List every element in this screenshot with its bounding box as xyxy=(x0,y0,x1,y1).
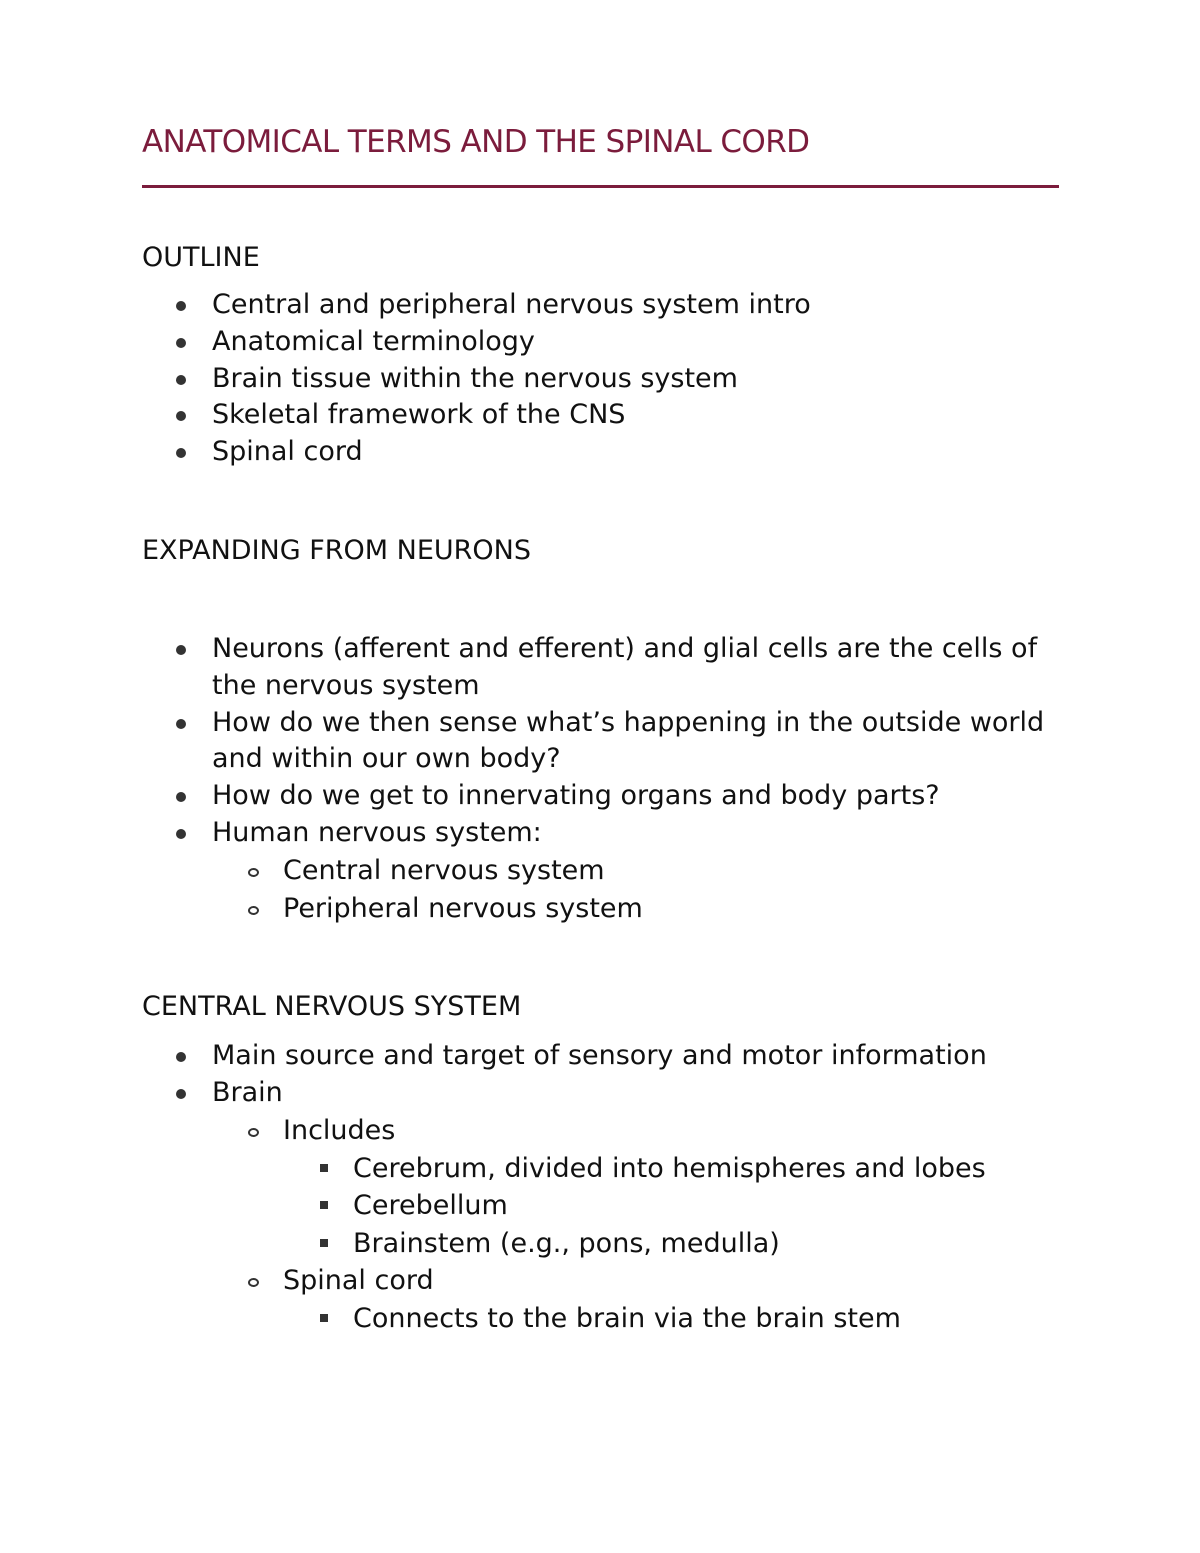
list-item: Peripheral nervous system xyxy=(212,890,1060,928)
bullet-icon xyxy=(176,448,186,458)
list-item: Brain Includes Cerebrum, divided into hemispheres and lobes Cerebellum Brainstem (e.g., pons, medulla) Spinal cord Connects to the brain via the brain stem xyxy=(142,1075,1060,1338)
bullet-icon xyxy=(176,338,186,348)
sublist xyxy=(212,1112,1060,1338)
list-item: Connects to the brain via the brain stem xyxy=(283,1300,1060,1338)
list-item: Skeletal framework of the CNS xyxy=(142,397,1060,434)
circle-bullet-icon xyxy=(248,1128,259,1137)
sub-sublist xyxy=(283,1300,1060,1338)
list-item: How do we get to innervating organs and body parts? xyxy=(142,778,1060,815)
list-item: Anatomical terminology xyxy=(142,324,1060,361)
bullet-icon xyxy=(176,301,186,311)
outline-heading: OUTLINE xyxy=(142,242,260,273)
list-item: How do we then sense what’s happening in the outside world and within our own body? xyxy=(142,705,1060,779)
bullet-icon xyxy=(176,829,186,839)
circle-bullet-icon xyxy=(248,1278,259,1287)
circle-bullet-icon xyxy=(248,868,259,877)
title-underline xyxy=(142,185,1059,188)
bullet-icon xyxy=(176,792,186,802)
list-item: Spinal cord Connects to the brain via the brain stem xyxy=(212,1262,1060,1338)
list-item: Spinal cord xyxy=(142,434,1060,471)
list-item: Main source and target of sensory and motor information xyxy=(142,1038,1060,1075)
cns-heading: CENTRAL NERVOUS SYSTEM xyxy=(142,991,522,1022)
list-item: Cerebellum xyxy=(283,1187,1060,1225)
list-item: Cerebrum, divided into hemispheres and lobes xyxy=(283,1150,1060,1188)
list-item: Human nervous system: Central nervous system Peripheral nervous system xyxy=(142,815,1060,928)
square-bullet-icon xyxy=(320,1314,328,1322)
bullet-icon xyxy=(176,1089,186,1099)
sub-sublist xyxy=(283,1150,1060,1263)
cns-list xyxy=(142,1038,1060,1338)
expanding-heading: EXPANDING FROM NEURONS xyxy=(142,535,532,566)
square-bullet-icon xyxy=(320,1201,328,1209)
bullet-icon xyxy=(176,645,186,655)
document-title: ANATOMICAL TERMS AND THE SPINAL CORD xyxy=(142,124,810,160)
list-item: Brainstem (e.g., pons, medulla) xyxy=(283,1225,1060,1263)
expanding-list xyxy=(142,631,1060,928)
outline-list xyxy=(142,287,1060,471)
list-item: Central nervous system xyxy=(212,852,1060,890)
circle-bullet-icon xyxy=(248,906,259,915)
square-bullet-icon xyxy=(320,1239,328,1247)
bullet-icon xyxy=(176,411,186,421)
list-item: Includes Cerebrum, divided into hemispheres and lobes Cerebellum Brainstem (e.g., pons, medulla) xyxy=(212,1112,1060,1263)
bullet-icon xyxy=(176,375,186,385)
list-item: Brain tissue within the nervous system xyxy=(142,361,1060,398)
bullet-icon xyxy=(176,719,186,729)
bullet-icon xyxy=(176,1052,186,1062)
list-item: Neurons (afferent and efferent) and glial cells are the cells of the nervous system xyxy=(142,631,1060,705)
list-item: Central and peripheral nervous system intro xyxy=(142,287,1060,324)
sublist xyxy=(212,852,1060,928)
square-bullet-icon xyxy=(320,1164,328,1172)
